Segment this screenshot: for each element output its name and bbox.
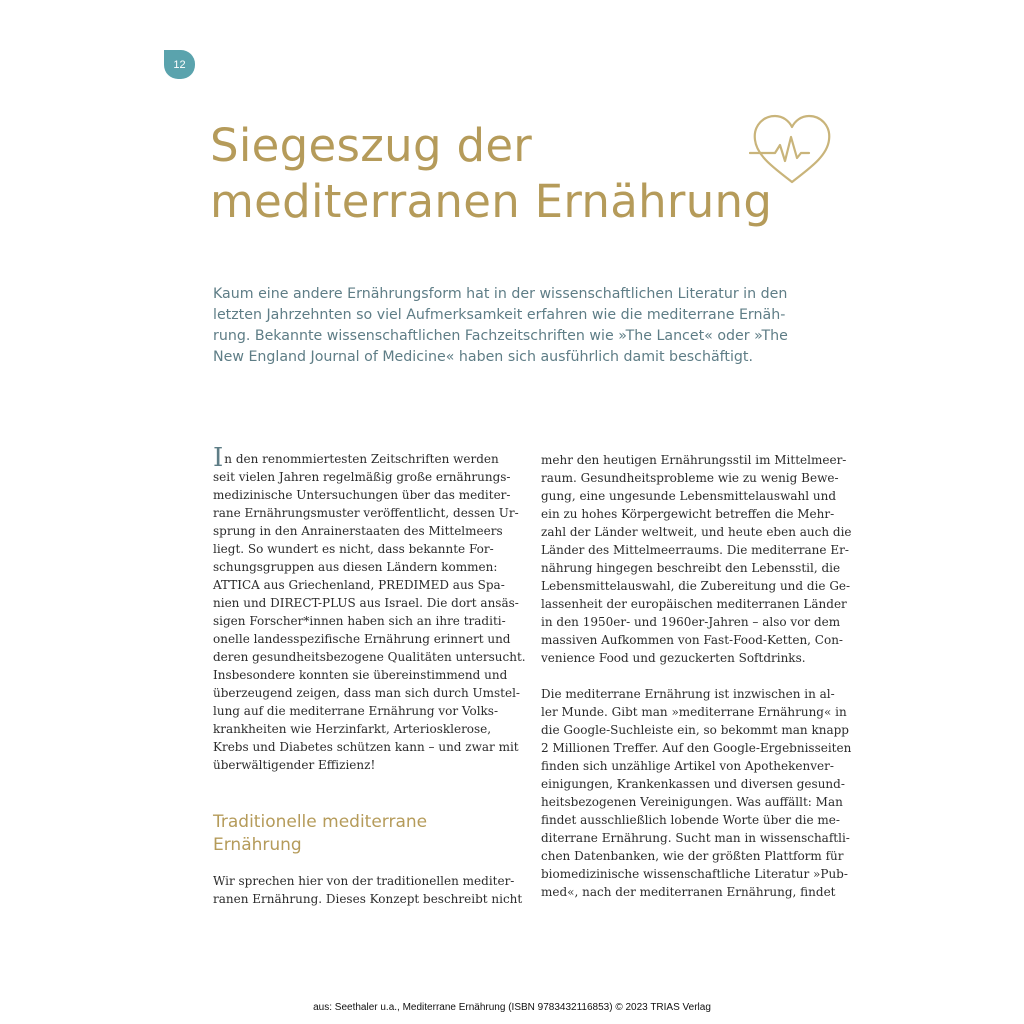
body-column-left-continued bbox=[213, 872, 523, 908]
body-line: heitsbezogenen Vereinigungen. Was auffällt: Man bbox=[541, 795, 843, 809]
lead-line: New England Journal of Medicine« haben sich ausführlich damit beschäftigt. bbox=[213, 349, 753, 365]
body-line: med«, nach der mediterranen Ernährung, findet bbox=[541, 885, 836, 899]
body-line: überwältigender Effizienz! bbox=[213, 758, 376, 772]
body-line: Insbesondere konnten sie übereinstimmend und bbox=[213, 668, 508, 682]
page-title bbox=[210, 118, 772, 230]
body-line: ranen Ernährung. Dieses Konzept beschreibt nicht bbox=[213, 892, 523, 906]
lead-line: Kaum eine andere Ernährungsform hat in der wissenschaftlichen Literatur in den bbox=[213, 286, 788, 302]
body-line: sigen Forscher*innen haben sich an ihre traditi- bbox=[213, 614, 506, 628]
body-line: massiven Aufkommen von Fast-Food-Ketten, Con- bbox=[541, 633, 843, 647]
subheading-line: Ernährung bbox=[213, 835, 302, 855]
body-line: die Google-Suchleiste ein, so bekommt man knapp bbox=[541, 723, 849, 737]
lead-line: letzten Jahrzehnten so viel Aufmerksamkeit erfahren wie die mediterrane Ernäh- bbox=[213, 307, 786, 323]
body-line: Die mediterrane Ernährung ist inzwischen in al- bbox=[541, 687, 835, 701]
body-line: überzeugend zeigen, dass man sich durch Umstel- bbox=[213, 686, 520, 700]
body-line: in den 1950er- und 1960er-Jahren – also vor dem bbox=[541, 615, 841, 629]
title-line: Siegeszug der bbox=[210, 119, 533, 172]
body-line: zahl der Länder weltweit, und heute eben auch die bbox=[541, 525, 852, 539]
section-subheading bbox=[213, 811, 427, 857]
body-line-text: n den renommiertesten Zeitschriften werden bbox=[224, 452, 499, 466]
body-line: krankheiten wie Herzinfarkt, Arteriosklerose, bbox=[213, 722, 492, 736]
body-line: nährung hingegen beschreibt den Lebensstil, die bbox=[541, 561, 841, 575]
lead-paragraph bbox=[213, 284, 813, 368]
body-line: ler Munde. Gibt man »mediterrane Ernährung« in bbox=[541, 705, 847, 719]
footer-citation: aus: Seethaler u.a., Mediterrane Ernährung (ISBN 9783432116853) © 2023 TRIAS Verlag bbox=[313, 1002, 711, 1013]
body-column-right bbox=[541, 451, 852, 901]
body-line: raum. Gesundheitsprobleme wie zu wenig Bewe- bbox=[541, 471, 839, 485]
body-line: rane Ernährungsmuster veröffentlicht, dessen Ur- bbox=[213, 506, 519, 520]
body-line: sprung in den Anrainerstaaten des Mittelmeers bbox=[213, 524, 503, 538]
body-line: findet ausschließlich lobende Worte über die me- bbox=[541, 813, 840, 827]
body-line: mehr den heutigen Ernährungsstil im Mittelmeer- bbox=[541, 453, 847, 467]
body-line: ein zu hohes Körpergewicht betreffen die Mehr- bbox=[541, 507, 835, 521]
paragraph-gap bbox=[541, 667, 841, 685]
body-line: chen Datenbanken, wie der größten Plattform für bbox=[541, 849, 844, 863]
title-line: mediterranen Ernährung bbox=[210, 175, 773, 228]
body-line: einigungen, Krankenkassen und diversen gesund- bbox=[541, 777, 845, 791]
body-line: schungsgruppen aus diesen Ländern kommen: bbox=[213, 560, 498, 574]
body-line: finden sich unzählige Artikel von Apothekenver- bbox=[541, 759, 834, 773]
heart-pulse-icon bbox=[749, 112, 835, 188]
drop-cap: I bbox=[213, 443, 224, 473]
subheading-line: Traditionelle mediterrane bbox=[213, 812, 428, 832]
body-line: nien und DIRECT-PLUS aus Israel. Die dort ansäs- bbox=[213, 596, 519, 610]
body-line bbox=[213, 443, 513, 473]
body-line: 2 Millionen Treffer. Auf den Google-Ergebnisseiten bbox=[541, 741, 852, 755]
body-line: Länder des Mittelmeerraums. Die mediterrane Er- bbox=[541, 543, 849, 557]
body-line: biomedizinische wissenschaftliche Literatur »Pub- bbox=[541, 867, 848, 881]
body-line: venience Food und gezuckerten Softdrinks. bbox=[541, 651, 806, 665]
body-line: liegt. So wundert es nicht, dass bekannte For- bbox=[213, 542, 494, 556]
body-line: medizinische Untersuchungen über das mediter- bbox=[213, 488, 511, 502]
page-number-badge: 12 bbox=[164, 50, 195, 79]
lead-line: rung. Bekannte wissenschaftlichen Fachzeitschriften wie »The Lancet« oder »The bbox=[213, 328, 788, 344]
body-line: diterrane Ernährung. Sucht man in wissenschaftli- bbox=[541, 831, 850, 845]
body-line: ATTICA aus Griechenland, PREDIMED aus Spa- bbox=[213, 578, 505, 592]
body-line: deren gesundheitsbezogene Qualitäten untersucht. bbox=[213, 650, 526, 664]
body-line: Krebs und Diabetes schützen kann – und zwar mit bbox=[213, 740, 519, 754]
body-line: gung, eine ungesunde Lebensmittelauswahl und bbox=[541, 489, 837, 503]
body-line: seit vielen Jahren regelmäßig große ernährungs- bbox=[213, 470, 511, 484]
body-line: lung auf die mediterrane Ernährung vor Volks- bbox=[213, 704, 499, 718]
body-line: lassenheit der europäischen mediterranen Länder bbox=[541, 597, 847, 611]
body-line: Wir sprechen hier von der traditionellen mediter- bbox=[213, 874, 515, 888]
body-line: onelle landesspezifische Ernährung erinnert und bbox=[213, 632, 511, 646]
body-column-left bbox=[213, 443, 526, 774]
body-line: Lebensmittelauswahl, die Zubereitung und die Ge- bbox=[541, 579, 851, 593]
